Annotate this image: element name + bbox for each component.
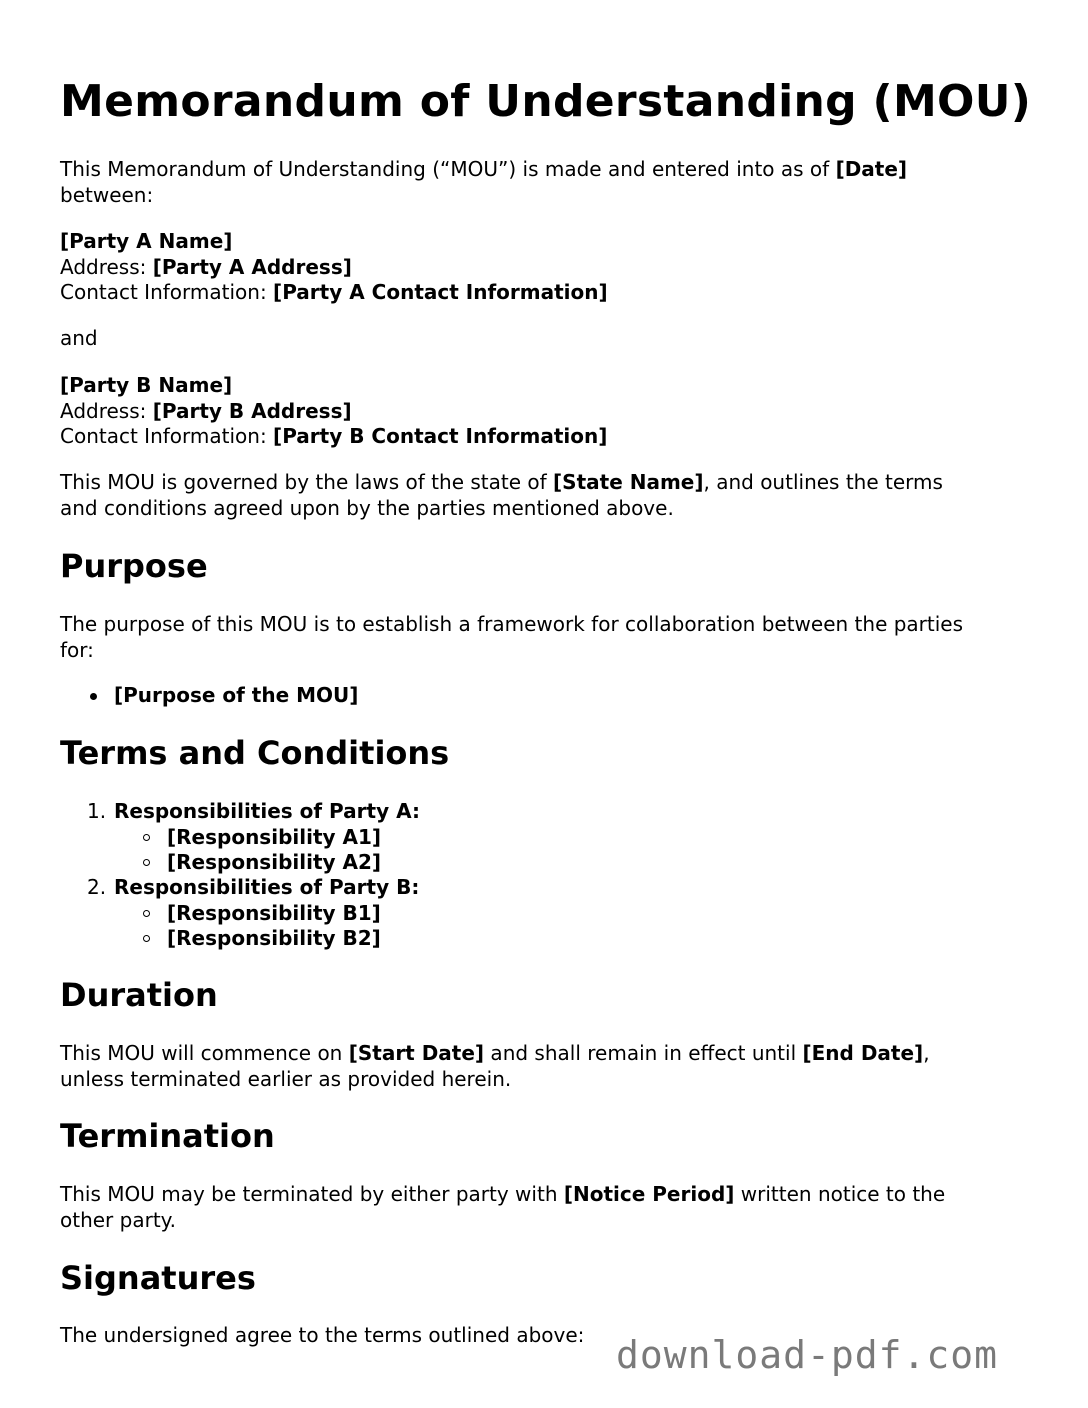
party-a-contact: [Party A Contact Information] bbox=[273, 280, 608, 304]
bullet-circle bbox=[143, 910, 150, 917]
bullet-disc bbox=[90, 693, 97, 700]
terms-heading: Terms and Conditions bbox=[60, 734, 450, 772]
party-b-contact-label: Contact Information: bbox=[60, 424, 274, 448]
party-b-address-label: Address: bbox=[60, 398, 153, 423]
purpose-line1: The purpose of this MOU is to establish a framework for collaboration between the parties bbox=[60, 612, 964, 636]
terms-item-label: Responsibilities of Party B: bbox=[114, 875, 420, 899]
termination-notice: [Notice Period] bbox=[563, 1182, 735, 1206]
party-a-block bbox=[60, 229, 1040, 306]
duration-text1: This MOU will commence on bbox=[60, 1041, 349, 1065]
terms-item-label: Responsibilities of Party A: bbox=[114, 799, 420, 823]
signatures-text: The undersigned agree to the terms outlined above: bbox=[60, 1323, 585, 1347]
duration-end-date: [End Date] bbox=[802, 1041, 924, 1065]
party-a-name: [Party A Name] bbox=[60, 229, 233, 253]
purpose-line2: for: bbox=[60, 637, 94, 662]
governing-paragraph bbox=[60, 470, 1040, 521]
duration-heading: Duration bbox=[60, 976, 218, 1014]
duration-start-date: [Start Date] bbox=[348, 1041, 485, 1065]
termination-heading: Termination bbox=[60, 1117, 275, 1155]
responsibility-item: [Responsibility A2] bbox=[167, 850, 382, 874]
terms-item-number: 1. bbox=[87, 799, 107, 823]
bullet-circle bbox=[143, 859, 150, 866]
duration-text3: , bbox=[923, 1041, 930, 1065]
purpose-paragraph bbox=[60, 612, 1040, 663]
watermark: download-pdf.com bbox=[616, 1333, 999, 1377]
intro-between: between: bbox=[60, 182, 154, 207]
termination-text2: written notice to the bbox=[734, 1182, 946, 1206]
termination-text1: This MOU may be terminated by either party with bbox=[60, 1182, 564, 1206]
duration-paragraph bbox=[60, 1041, 1040, 1092]
duration-text2: and shall remain in effect until bbox=[484, 1041, 803, 1065]
governing-text: This MOU is governed by the laws of the state of bbox=[60, 470, 554, 494]
party-a-address: [Party A Address] bbox=[152, 254, 352, 279]
document-title: Memorandum of Understanding (MOU) bbox=[60, 76, 1032, 127]
party-b-contact: [Party B Contact Information] bbox=[273, 424, 608, 448]
governing-state: [State Name] bbox=[553, 470, 704, 494]
signatures-heading: Signatures bbox=[60, 1259, 256, 1297]
responsibility-item: [Responsibility B1] bbox=[167, 901, 381, 925]
party-b-address: [Party B Address] bbox=[152, 398, 352, 423]
responsibility-item: [Responsibility B2] bbox=[167, 926, 381, 950]
intro-date: [Date] bbox=[835, 157, 908, 181]
governing-line2: and conditions agreed upon by the parties mentioned above. bbox=[60, 495, 674, 520]
termination-paragraph bbox=[60, 1182, 1040, 1233]
and-text: and bbox=[60, 326, 98, 350]
party-b-block bbox=[60, 373, 1040, 450]
governing-text-after: , and outlines the terms bbox=[703, 470, 943, 494]
bullet-circle bbox=[143, 935, 150, 942]
purpose-item: [Purpose of the MOU] bbox=[114, 683, 359, 707]
termination-line2: other party. bbox=[60, 1207, 176, 1232]
purpose-heading: Purpose bbox=[60, 547, 208, 585]
duration-line2: unless terminated earlier as provided herein. bbox=[60, 1066, 512, 1091]
intro-text: This Memorandum of Understanding (“MOU”) is made and entered into as of bbox=[60, 157, 836, 181]
responsibility-item: [Responsibility A1] bbox=[167, 825, 382, 849]
party-b-name: [Party B Name] bbox=[60, 373, 233, 397]
party-a-address-label: Address: bbox=[60, 254, 153, 279]
terms-item-number: 2. bbox=[87, 875, 107, 899]
party-a-contact-label: Contact Information: bbox=[60, 280, 274, 304]
bullet-circle bbox=[143, 834, 150, 841]
intro-paragraph bbox=[60, 157, 1040, 208]
